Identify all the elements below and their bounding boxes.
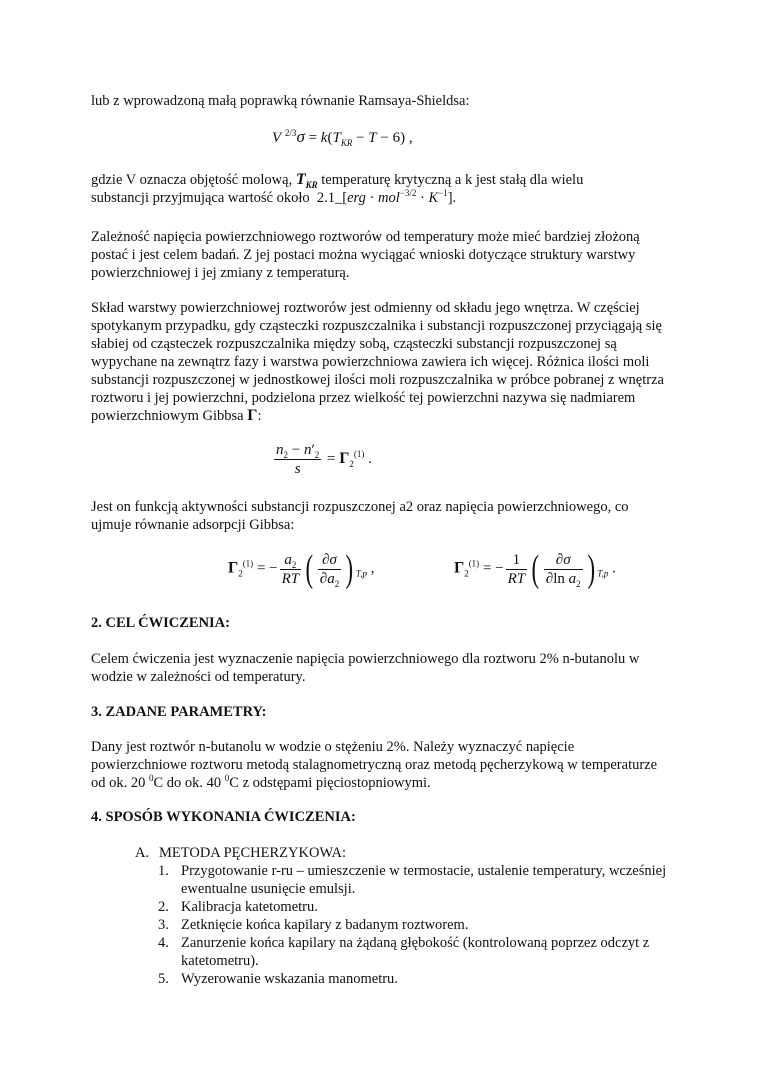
symbol-tkr: $T_{KR}$ [295, 171, 318, 191]
text-critical-temp: temperaturę krytyczną a k jest stałą dla wielu [321, 172, 584, 188]
text-molar-volume: gdzie V oznacza objętość molową, [91, 172, 293, 188]
text-params-c: C z odstępami pięciostopniowymi. [229, 775, 431, 791]
degree-sup: 0 [149, 773, 154, 784]
equation-k-value: 2.1_[erg · $mol^{-3/2} \cdot K^{-1}$]. [313, 188, 457, 206]
paragraph-temperature-dependence: Zależność napięcia powierzchniowego roztworów od temperatury może mieć bardziej złożoną postać i jest celem badań. Z jej postaci można wyciągać wnioski dotyczące struktury warstwy powierzchniowej i jej zmiany z temperaturą. [91, 229, 640, 281]
list-item [158, 916, 695, 934]
heading-parameters: 3. ZADANE PARAMETRY: [91, 704, 267, 720]
method-heading [135, 844, 695, 988]
text-params-b: C do ok. 40 [153, 775, 222, 791]
step-number: 4. [158, 935, 169, 951]
degree-sup: 0 [224, 773, 230, 784]
equation-ramsay-shields: V $^{2/3}\sigma = k(T_{KR} - T - 6)$ , [272, 127, 413, 148]
step-number: 5. [158, 971, 169, 987]
procedure-list [135, 844, 695, 988]
paragraph-parameters [91, 738, 671, 792]
colon: : [257, 408, 262, 424]
step-text: Kalibracja katetometru. [181, 899, 318, 915]
method-title: METODA PĘCHERZYKOWA: [159, 845, 347, 861]
paragraph-symbols [91, 171, 671, 207]
list-item [158, 898, 695, 916]
step-text: Wyzerowanie wskazania manometru. [181, 971, 398, 987]
text-surface-composition: Skład warstwy powierzchniowej roztworów jest odmienny od składu jego wnętrza. W częściej spotykanym przypadku, gdy cząsteczki rozpuszczalnika i substancji rozpuszczonej przyciągają się słabiej od cząsteczek rozpuszczalnika między sobą, cząsteczki substancji rozpuszczonej są wypychane na zewnątrz fazy i warstwa powierzchniowa zawiera ich więcej. Różnica ilości moli substancji rozpuszczonej w jednostkowej ilości moli rozpuszczalnika w próbce pobranej z wnętrza roztworu i jej powierzchni, podzielona przez wielkość tej powierzchni nazywa się nadmiarem powierzchniowym Gibbsa [91, 300, 664, 424]
paragraph-goal: Celem ćwiczenia jest wyznaczenie napięcia powierzchniowego dla roztworu 2% n-butanolu w wodzie w zależności od temperatury. [91, 651, 640, 685]
heading-goal: 2. CEL ĆWICZENIA: [91, 615, 230, 631]
equation-gibbs-adsorption-1: $\Gamma_2^{(1)}$ = − $\frac{a_2}{RT}$ ( $\frac{\partial\sigma}{\partial a_2}$ ) $_{T,p}$ , [228, 548, 375, 590]
step-text: Zanurzenie końca kapilary na żądaną głębokość (kontrolowaną poprzez odczyt z katetometru). [181, 935, 650, 969]
step-number: 3. [158, 917, 169, 933]
list-item [158, 934, 695, 970]
list-item [158, 862, 695, 898]
heading-procedure: 4. SPOSÓB WYKONANIA ĆWICZENIA: [91, 809, 356, 825]
step-number: 2. [158, 899, 169, 915]
paragraph-ramsay-intro: lub z wprowadzoną małą poprawką równanie Ramsaya-Shieldsa: [91, 93, 470, 109]
method-label: A. [135, 845, 150, 861]
paragraph-surface-composition [91, 299, 671, 425]
method-steps [135, 862, 695, 988]
text-k-value-intro: substancji przyjmująca wartość około [91, 190, 310, 206]
step-text: Przygotowanie r-ru – umieszczenie w termostacie, ustalenie temperatury, wcześniej ewentualne usunięcie emulsji. [181, 863, 667, 897]
step-text: Zetknięcie końca kapilary z badanym roztworem. [181, 917, 469, 933]
text-params-a: Dany jest roztwór n-butanolu w wodzie o stężeniu 2%. Należy wyznaczyć napięcie powierzchniowe roztworu metodą stalagnometryczną oraz metodą pęcherzykową w temperaturze od ok. 20 [91, 739, 658, 791]
list-item [158, 970, 695, 988]
step-number: 1. [158, 863, 169, 879]
paragraph-gibbs-adsorption: Jest on funkcją aktywności substancji rozpuszczonej a2 oraz napięcia powierzchniowego, co ujmuje równanie adsorpcji Gibbsa: [91, 499, 629, 533]
equation-gibbs-adsorption-2: $\Gamma_2^{(1)}$ = − $\frac{1}{RT}$ ( $\frac{\partial\sigma}{\partial\ln a_2}$ ) $_{T,p}$ . [454, 548, 616, 590]
equation-gibbs-excess: $\frac{n_2 - n'_2}{s}$ = $\Gamma_2^{(1)}$ . [276, 442, 372, 477]
symbol-gamma: Γ [247, 407, 258, 424]
